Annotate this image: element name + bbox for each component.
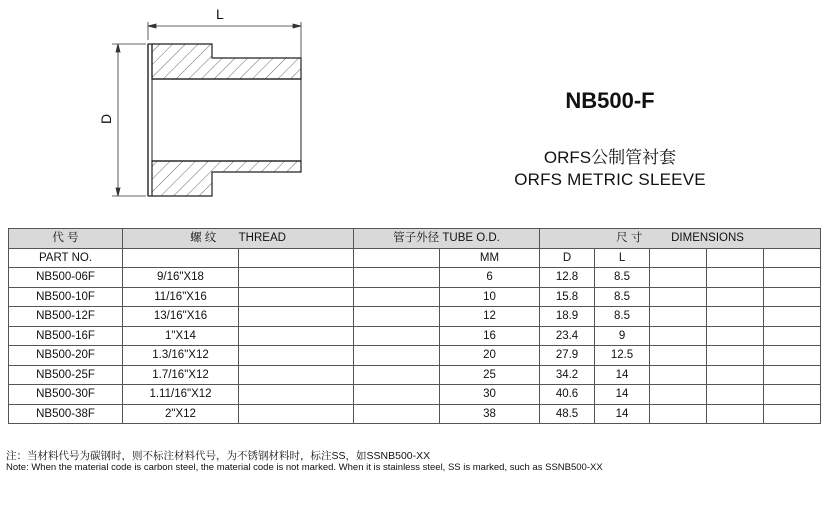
table-row <box>9 307 821 327</box>
dimension-d-cell: 12.8 <box>540 268 595 288</box>
header-row-1 <box>9 229 821 249</box>
dimension-d-cell: 40.6 <box>540 385 595 405</box>
dimension-d-cell: 27.9 <box>540 346 595 366</box>
dimension-l-cell: 8.5 <box>595 268 650 288</box>
note-cn: 注：当材料代号为碳钢时，则不标注材料代号，为不锈钢材料时，标注SS，如SSNB500-XX <box>6 450 431 462</box>
part-number-cell: NB500-25F <box>9 365 123 385</box>
thread-cell: 1.11/16"X12 <box>123 385 239 405</box>
dimension-l-cell: 8.5 <box>595 307 650 327</box>
tube-od-cell: 20 <box>440 346 540 366</box>
dimension-d-cell: 15.8 <box>540 287 595 307</box>
header-tube: 管子外径 TUBE O.D. <box>354 229 540 249</box>
spec-table <box>8 228 821 424</box>
dimension-d-cell: 18.9 <box>540 307 595 327</box>
part-number-cell: NB500-38F <box>9 404 123 424</box>
sleeve-drawing <box>0 0 340 215</box>
thread-cell: 13/16"X16 <box>123 307 239 327</box>
dimension-l-cell: 8.5 <box>595 287 650 307</box>
part-number-cell: NB500-06F <box>9 268 123 288</box>
part-number-cell: NB500-30F <box>9 385 123 405</box>
dimension-l-cell: 12.5 <box>595 346 650 366</box>
table-row <box>9 287 821 307</box>
thread-cell: 2"X12 <box>123 404 239 424</box>
table-row <box>9 326 821 346</box>
thread-cell: 1"X14 <box>123 326 239 346</box>
header-part-no: PART NO. <box>9 248 123 268</box>
tube-od-cell: 6 <box>440 268 540 288</box>
tube-od-cell: 12 <box>440 307 540 327</box>
product-code: NB500-F <box>565 88 655 113</box>
tube-od-cell: 30 <box>440 385 540 405</box>
diameter-dimension <box>112 44 146 196</box>
tube-od-cell: 16 <box>440 326 540 346</box>
dimension-l-cell: 9 <box>595 326 650 346</box>
header-code-cn: 代 号 <box>9 229 123 249</box>
part-number-cell: NB500-10F <box>9 287 123 307</box>
header-dimensions: 尺 寸 DIMENSIONS <box>540 229 821 249</box>
product-name-en: ORFS METRIC SLEEVE <box>514 170 706 189</box>
table-row <box>9 365 821 385</box>
thread-cell: 1.3/16"X12 <box>123 346 239 366</box>
header-l: L <box>595 248 650 268</box>
length-label: L <box>216 6 224 22</box>
tube-od-cell: 10 <box>440 287 540 307</box>
header-thread: 螺 纹 THREAD <box>123 229 354 249</box>
table-row <box>9 346 821 366</box>
thread-cell: 11/16"X16 <box>123 287 239 307</box>
tube-od-cell: 25 <box>440 365 540 385</box>
dimension-l-cell: 14 <box>595 365 650 385</box>
thread-cell: 9/16"X18 <box>123 268 239 288</box>
note-en: Note: When the material code is carbon steel, the material code is not marked. When it is stainless steel, SS is marked, such as SSNB500-XX <box>6 462 603 473</box>
part-number-cell: NB500-12F <box>9 307 123 327</box>
thread-cell: 1.7/16"X12 <box>123 365 239 385</box>
header-d: D <box>540 248 595 268</box>
part-number-cell: NB500-16F <box>9 326 123 346</box>
sleeve-section <box>148 44 301 196</box>
dimension-d-cell: 48.5 <box>540 404 595 424</box>
diameter-label: D <box>98 113 114 124</box>
table-row <box>9 268 821 288</box>
header-mm: MM <box>440 248 540 268</box>
dimension-l-cell: 14 <box>595 385 650 405</box>
product-name-cn: ORFS公制管衬套 <box>543 148 677 167</box>
table-row <box>9 404 821 424</box>
dimension-l-cell: 14 <box>595 404 650 424</box>
dimension-d-cell: 34.2 <box>540 365 595 385</box>
tube-od-cell: 38 <box>440 404 540 424</box>
header-row-2 <box>9 248 821 268</box>
part-number-cell: NB500-20F <box>9 346 123 366</box>
table-row <box>9 385 821 405</box>
dimension-d-cell: 23.4 <box>540 326 595 346</box>
